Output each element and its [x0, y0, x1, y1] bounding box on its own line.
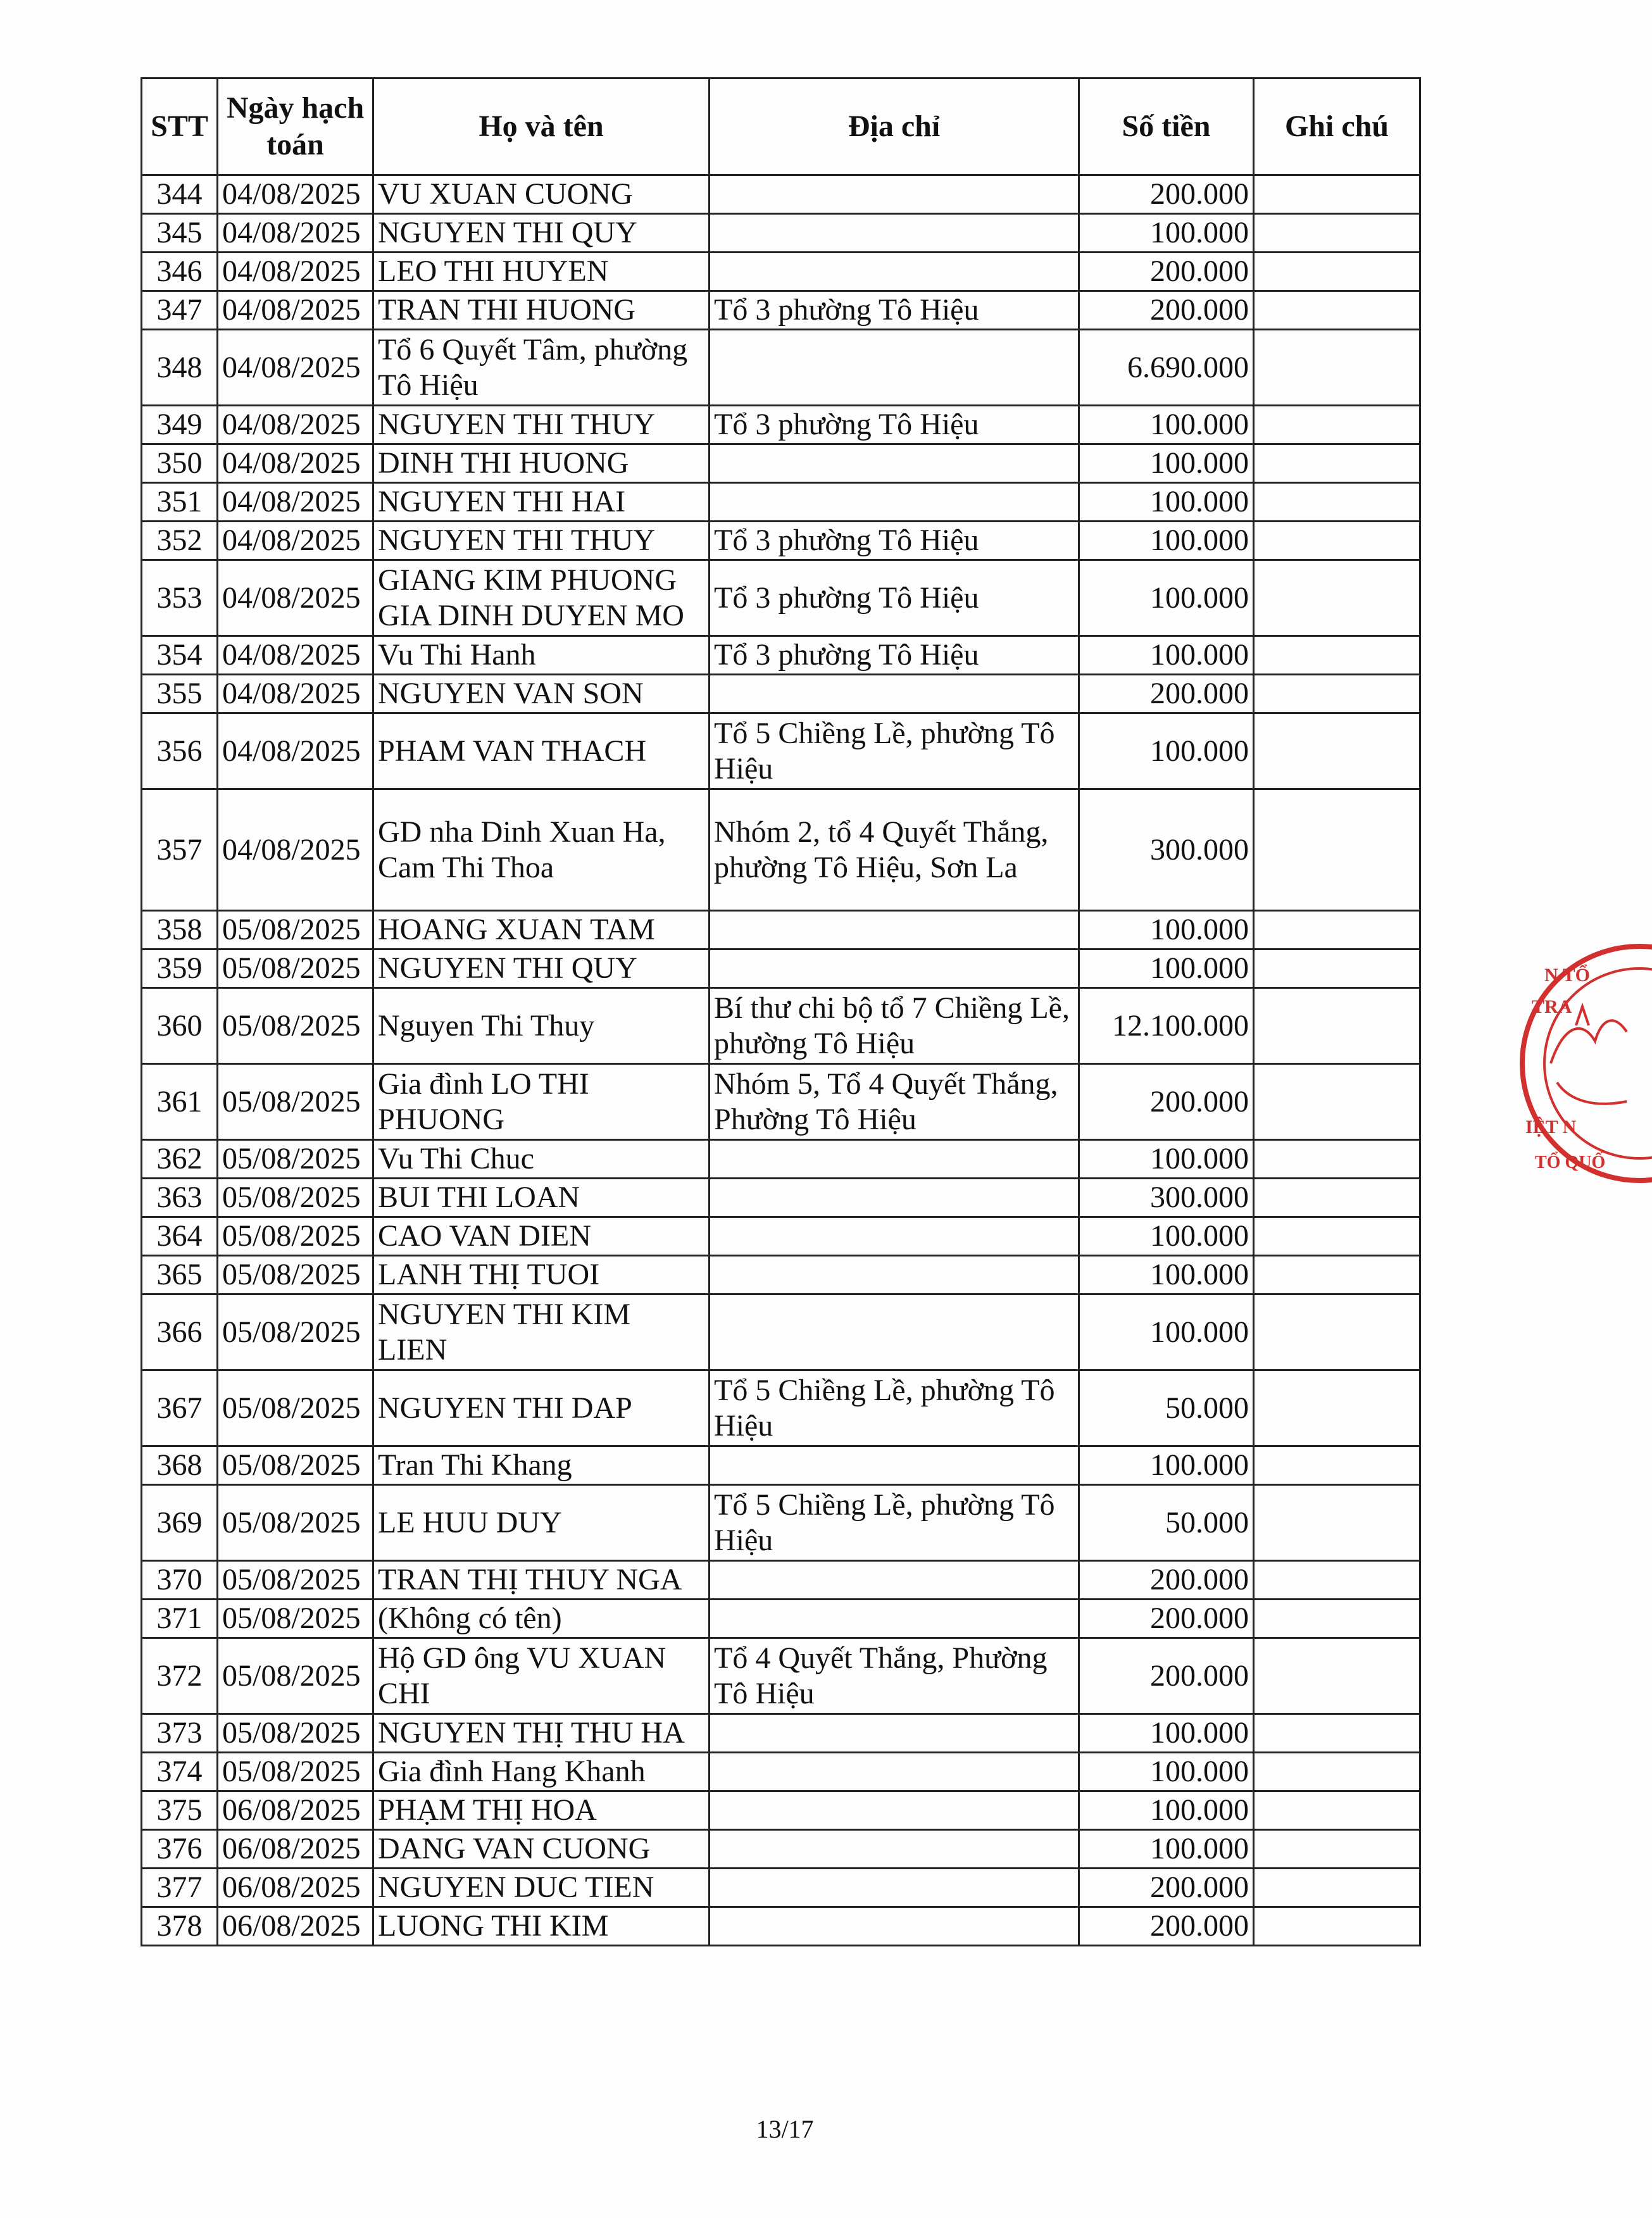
- row-stt: 348: [142, 330, 218, 406]
- row-address: [710, 1446, 1079, 1485]
- row-name: NGUYEN THI DAP: [373, 1370, 710, 1446]
- row-date: 04/08/2025: [218, 560, 373, 636]
- row-date: 05/08/2025: [218, 1600, 373, 1638]
- header-name: Họ và tên: [373, 78, 710, 175]
- row-date: 05/08/2025: [218, 1179, 373, 1217]
- row-amount: 200.000: [1079, 253, 1254, 291]
- row-stt: 364: [142, 1217, 218, 1256]
- row-date: 05/08/2025: [218, 1140, 373, 1179]
- row-note: [1254, 675, 1420, 713]
- row-address: [710, 1256, 1079, 1294]
- row-name: PHAM VAN THACH: [373, 713, 710, 789]
- row-date: 04/08/2025: [218, 291, 373, 330]
- row-address: [710, 1217, 1079, 1256]
- row-date: 05/08/2025: [218, 1256, 373, 1294]
- row-name: NGUYEN THI THUY: [373, 406, 710, 444]
- table-row: [142, 175, 1420, 214]
- row-note: [1254, 1179, 1420, 1217]
- row-amount: 100.000: [1079, 1791, 1254, 1830]
- row-address: [710, 330, 1079, 406]
- row-amount: 200.000: [1079, 1600, 1254, 1638]
- row-date: 05/08/2025: [218, 1217, 373, 1256]
- row-stt: 361: [142, 1064, 218, 1140]
- table-row: [142, 291, 1420, 330]
- row-date: 06/08/2025: [218, 1791, 373, 1830]
- row-date: 06/08/2025: [218, 1907, 373, 1946]
- row-date: 04/08/2025: [218, 406, 373, 444]
- row-name: NGUYEN VAN SON: [373, 675, 710, 713]
- table-row: [142, 1179, 1420, 1217]
- row-note: [1254, 911, 1420, 949]
- table-row: [142, 1638, 1420, 1714]
- row-date: 04/08/2025: [218, 253, 373, 291]
- table-row: [142, 483, 1420, 522]
- row-address: [710, 1140, 1079, 1179]
- table-row: [142, 560, 1420, 636]
- row-note: [1254, 713, 1420, 789]
- row-amount: 200.000: [1079, 1561, 1254, 1600]
- row-name: LANH THỊ TUOI: [373, 1256, 710, 1294]
- table-row: [142, 949, 1420, 988]
- table-row: [142, 675, 1420, 713]
- row-address: [710, 949, 1079, 988]
- row-note: [1254, 949, 1420, 988]
- table-row: [142, 1869, 1420, 1907]
- row-note: [1254, 1561, 1420, 1600]
- row-stt: 368: [142, 1446, 218, 1485]
- row-name: GD nha Dinh Xuan Ha, Cam Thi Thoa: [373, 789, 710, 911]
- row-amount: 100.000: [1079, 636, 1254, 675]
- row-note: [1254, 1791, 1420, 1830]
- row-name: BUI THI LOAN: [373, 1179, 710, 1217]
- row-stt: 367: [142, 1370, 218, 1446]
- row-stt: 373: [142, 1714, 218, 1753]
- row-name: NGUYEN THI THUY: [373, 522, 710, 560]
- row-amount: 100.000: [1079, 444, 1254, 483]
- row-address: Tổ 3 phường Tô Hiệu: [710, 636, 1079, 675]
- row-note: [1254, 406, 1420, 444]
- header-amount: Số tiền: [1079, 78, 1254, 175]
- row-note: [1254, 1217, 1420, 1256]
- row-address: Tổ 3 phường Tô Hiệu: [710, 406, 1079, 444]
- row-address: Tổ 3 phường Tô Hiệu: [710, 522, 1079, 560]
- row-amount: 100.000: [1079, 1217, 1254, 1256]
- header-note: Ghi chú: [1254, 78, 1420, 175]
- row-address: [710, 483, 1079, 522]
- row-note: [1254, 444, 1420, 483]
- row-name: Vu Thi Hanh: [373, 636, 710, 675]
- table-row: [142, 988, 1420, 1064]
- table-row: [142, 1064, 1420, 1140]
- row-name: TRAN THỊ THUY NGA: [373, 1561, 710, 1600]
- row-name: DANG VAN CUONG: [373, 1830, 710, 1869]
- row-note: [1254, 1256, 1420, 1294]
- row-address: Tổ 3 phường Tô Hiệu: [710, 291, 1079, 330]
- svg-text:N TỔ: N TỔ: [1544, 965, 1590, 986]
- row-name: Hộ GD ông VU XUAN CHI: [373, 1638, 710, 1714]
- row-note: [1254, 253, 1420, 291]
- header-stt: STT: [142, 78, 218, 175]
- row-address: [710, 675, 1079, 713]
- row-note: [1254, 330, 1420, 406]
- row-stt: 354: [142, 636, 218, 675]
- table-row: [142, 1446, 1420, 1485]
- row-name: NGUYEN DUC TIEN: [373, 1869, 710, 1907]
- row-amount: 50.000: [1079, 1370, 1254, 1446]
- svg-text:TỔ QUỐ: TỔ QUỐ: [1535, 1153, 1606, 1172]
- row-name: HOANG XUAN TAM: [373, 911, 710, 949]
- table-row: [142, 253, 1420, 291]
- row-date: 05/08/2025: [218, 1753, 373, 1791]
- header-date: Ngày hạch toán: [218, 78, 373, 175]
- row-address: Tổ 5 Chiềng Lề, phường Tô Hiệu: [710, 713, 1079, 789]
- row-stt: 360: [142, 988, 218, 1064]
- row-address: Tổ 3 phường Tô Hiệu: [710, 560, 1079, 636]
- row-note: [1254, 1446, 1420, 1485]
- row-note: [1254, 1140, 1420, 1179]
- table-row: [142, 1140, 1420, 1179]
- svg-text:TRA: TRA: [1532, 996, 1572, 1017]
- row-amount: 100.000: [1079, 1714, 1254, 1753]
- row-date: 06/08/2025: [218, 1830, 373, 1869]
- row-date: 04/08/2025: [218, 713, 373, 789]
- row-name: Gia đình Hang Khanh: [373, 1753, 710, 1791]
- row-note: [1254, 1638, 1420, 1714]
- row-amount: 6.690.000: [1079, 330, 1254, 406]
- row-name: LE HUU DUY: [373, 1485, 710, 1561]
- row-note: [1254, 636, 1420, 675]
- row-note: [1254, 560, 1420, 636]
- row-stt: 376: [142, 1830, 218, 1869]
- row-amount: 100.000: [1079, 949, 1254, 988]
- table-row: [142, 1714, 1420, 1753]
- row-amount: 100.000: [1079, 1140, 1254, 1179]
- row-amount: 100.000: [1079, 1256, 1254, 1294]
- row-name: (Không có tên): [373, 1600, 710, 1638]
- row-amount: 100.000: [1079, 1446, 1254, 1485]
- row-name: VU XUAN CUONG: [373, 175, 710, 214]
- row-address: [710, 1869, 1079, 1907]
- row-date: 05/08/2025: [218, 1714, 373, 1753]
- row-note: [1254, 1485, 1420, 1561]
- row-date: 04/08/2025: [218, 675, 373, 713]
- row-stt: 355: [142, 675, 218, 713]
- table-row: [142, 1907, 1420, 1946]
- row-stt: 357: [142, 789, 218, 911]
- row-name: Gia đình LO THI PHUONG: [373, 1064, 710, 1140]
- row-note: [1254, 483, 1420, 522]
- row-address: Bí thư chi bộ tổ 7 Chiềng Lề, phường Tô Hiệu: [710, 988, 1079, 1064]
- row-name: Vu Thi Chuc: [373, 1140, 710, 1179]
- row-name: CAO VAN DIEN: [373, 1217, 710, 1256]
- row-stt: 370: [142, 1561, 218, 1600]
- row-amount: 100.000: [1079, 483, 1254, 522]
- table-row: [142, 330, 1420, 406]
- row-stt: 346: [142, 253, 218, 291]
- row-name: GIANG KIM PHUONG GIA DINH DUYEN MO: [373, 560, 710, 636]
- row-name: LEO THI HUYEN: [373, 253, 710, 291]
- row-amount: 100.000: [1079, 713, 1254, 789]
- row-note: [1254, 1370, 1420, 1446]
- row-name: TRAN THI HUONG: [373, 291, 710, 330]
- row-amount: 200.000: [1079, 1064, 1254, 1140]
- row-address: [710, 1791, 1079, 1830]
- table-row: [142, 214, 1420, 253]
- row-amount: 100.000: [1079, 522, 1254, 560]
- row-address: [710, 1830, 1079, 1869]
- row-date: 05/08/2025: [218, 1446, 373, 1485]
- row-stt: 369: [142, 1485, 218, 1561]
- row-date: 05/08/2025: [218, 1064, 373, 1140]
- row-note: [1254, 988, 1420, 1064]
- row-date: 06/08/2025: [218, 1869, 373, 1907]
- row-amount: 100.000: [1079, 406, 1254, 444]
- row-date: 04/08/2025: [218, 444, 373, 483]
- row-date: 05/08/2025: [218, 1294, 373, 1370]
- row-stt: 344: [142, 175, 218, 214]
- header-row: [142, 78, 1420, 175]
- row-stt: 365: [142, 1256, 218, 1294]
- row-amount: 100.000: [1079, 1294, 1254, 1370]
- row-address: [710, 253, 1079, 291]
- row-address: [710, 1753, 1079, 1791]
- table-row: [142, 713, 1420, 789]
- table-row: [142, 1753, 1420, 1791]
- table-row: [142, 1485, 1420, 1561]
- row-amount: 50.000: [1079, 1485, 1254, 1561]
- svg-text:IỆT N: IỆT N: [1525, 1117, 1577, 1137]
- row-stt: 374: [142, 1753, 218, 1791]
- row-amount: 200.000: [1079, 1907, 1254, 1946]
- row-amount: 200.000: [1079, 1638, 1254, 1714]
- row-note: [1254, 522, 1420, 560]
- row-note: [1254, 1830, 1420, 1869]
- row-name: NGUYEN THI KIM LIEN: [373, 1294, 710, 1370]
- row-stt: 363: [142, 1179, 218, 1217]
- row-date: 04/08/2025: [218, 175, 373, 214]
- row-amount: 300.000: [1079, 1179, 1254, 1217]
- row-address: Tổ 5 Chiềng Lề, phường Tô Hiệu: [710, 1485, 1079, 1561]
- row-note: [1254, 789, 1420, 911]
- row-name: NGUYEN THI QUY: [373, 214, 710, 253]
- row-address: Nhóm 5, Tổ 4 Quyết Thắng, Phường Tô Hiệu: [710, 1064, 1079, 1140]
- row-stt: 356: [142, 713, 218, 789]
- row-address: [710, 1179, 1079, 1217]
- row-stt: 371: [142, 1600, 218, 1638]
- row-stt: 350: [142, 444, 218, 483]
- table-row: [142, 1294, 1420, 1370]
- table-row: [142, 444, 1420, 483]
- row-date: 04/08/2025: [218, 522, 373, 560]
- red-stamp-seal: [1506, 930, 1652, 1190]
- row-name: PHẠM THỊ HOA: [373, 1791, 710, 1830]
- row-amount: 200.000: [1079, 1869, 1254, 1907]
- row-note: [1254, 214, 1420, 253]
- row-name: NGUYEN THI HAI: [373, 483, 710, 522]
- donation-ledger-table: [141, 77, 1421, 1946]
- row-date: 04/08/2025: [218, 483, 373, 522]
- table-row: [142, 636, 1420, 675]
- row-note: [1254, 1294, 1420, 1370]
- row-address: Tổ 5 Chiềng Lề, phường Tô Hiệu: [710, 1370, 1079, 1446]
- table-row: [142, 1600, 1420, 1638]
- row-address: [710, 1714, 1079, 1753]
- row-name: NGUYEN THI QUY: [373, 949, 710, 988]
- row-stt: 377: [142, 1869, 218, 1907]
- row-amount: 300.000: [1079, 789, 1254, 911]
- row-note: [1254, 1907, 1420, 1946]
- row-note: [1254, 1600, 1420, 1638]
- row-date: 05/08/2025: [218, 911, 373, 949]
- row-note: [1254, 291, 1420, 330]
- table-row: [142, 1370, 1420, 1446]
- row-stt: 366: [142, 1294, 218, 1370]
- table-row: [142, 1256, 1420, 1294]
- row-amount: 200.000: [1079, 291, 1254, 330]
- row-note: [1254, 1714, 1420, 1753]
- row-stt: 351: [142, 483, 218, 522]
- row-note: [1254, 1753, 1420, 1791]
- table-row: [142, 1561, 1420, 1600]
- row-stt: 352: [142, 522, 218, 560]
- row-address: [710, 444, 1079, 483]
- table-row: [142, 789, 1420, 911]
- row-date: 04/08/2025: [218, 214, 373, 253]
- row-amount: 200.000: [1079, 675, 1254, 713]
- row-address: [710, 214, 1079, 253]
- row-name: Tổ 6 Quyết Tâm, phường Tô Hiệu: [373, 330, 710, 406]
- row-stt: 358: [142, 911, 218, 949]
- page-number: 13/17: [756, 2115, 814, 2143]
- row-stt: 345: [142, 214, 218, 253]
- row-address: [710, 1600, 1079, 1638]
- row-address: [710, 1294, 1079, 1370]
- row-address: [710, 911, 1079, 949]
- row-name: LUONG THI KIM: [373, 1907, 710, 1946]
- row-note: [1254, 1869, 1420, 1907]
- row-date: 05/08/2025: [218, 1485, 373, 1561]
- row-stt: 347: [142, 291, 218, 330]
- row-name: Tran Thi Khang: [373, 1446, 710, 1485]
- row-address: [710, 1561, 1079, 1600]
- row-date: 05/08/2025: [218, 988, 373, 1064]
- row-name: Nguyen Thi Thuy: [373, 988, 710, 1064]
- row-amount: 100.000: [1079, 560, 1254, 636]
- row-note: [1254, 175, 1420, 214]
- table-body: [142, 175, 1420, 1946]
- row-amount: 100.000: [1079, 911, 1254, 949]
- row-stt: 378: [142, 1907, 218, 1946]
- row-date: 05/08/2025: [218, 1370, 373, 1446]
- row-date: 05/08/2025: [218, 1561, 373, 1600]
- table-row: [142, 406, 1420, 444]
- row-amount: 100.000: [1079, 1753, 1254, 1791]
- row-stt: 353: [142, 560, 218, 636]
- table-row: [142, 911, 1420, 949]
- row-amount: 100.000: [1079, 214, 1254, 253]
- row-name: NGUYEN THỊ THU HA: [373, 1714, 710, 1753]
- row-stt: 359: [142, 949, 218, 988]
- row-note: [1254, 1064, 1420, 1140]
- row-stt: 372: [142, 1638, 218, 1714]
- row-address: Nhóm 2, tổ 4 Quyết Thắng, phường Tô Hiệu, Sơn La: [710, 789, 1079, 911]
- row-address: Tổ 4 Quyết Thắng, Phường Tô Hiệu: [710, 1638, 1079, 1714]
- row-amount: 200.000: [1079, 175, 1254, 214]
- table-row: [142, 1830, 1420, 1869]
- header-address: Địa chỉ: [710, 78, 1079, 175]
- row-date: 04/08/2025: [218, 330, 373, 406]
- row-date: 05/08/2025: [218, 1638, 373, 1714]
- table-row: [142, 522, 1420, 560]
- row-stt: 375: [142, 1791, 218, 1830]
- row-address: [710, 1907, 1079, 1946]
- row-stt: 349: [142, 406, 218, 444]
- table-row: [142, 1791, 1420, 1830]
- row-name: DINH THI HUONG: [373, 444, 710, 483]
- row-date: 04/08/2025: [218, 636, 373, 675]
- row-stt: 362: [142, 1140, 218, 1179]
- row-date: 05/08/2025: [218, 949, 373, 988]
- table-row: [142, 1217, 1420, 1256]
- row-address: [710, 175, 1079, 214]
- row-date: 04/08/2025: [218, 789, 373, 911]
- row-amount: 12.100.000: [1079, 988, 1254, 1064]
- row-amount: 100.000: [1079, 1830, 1254, 1869]
